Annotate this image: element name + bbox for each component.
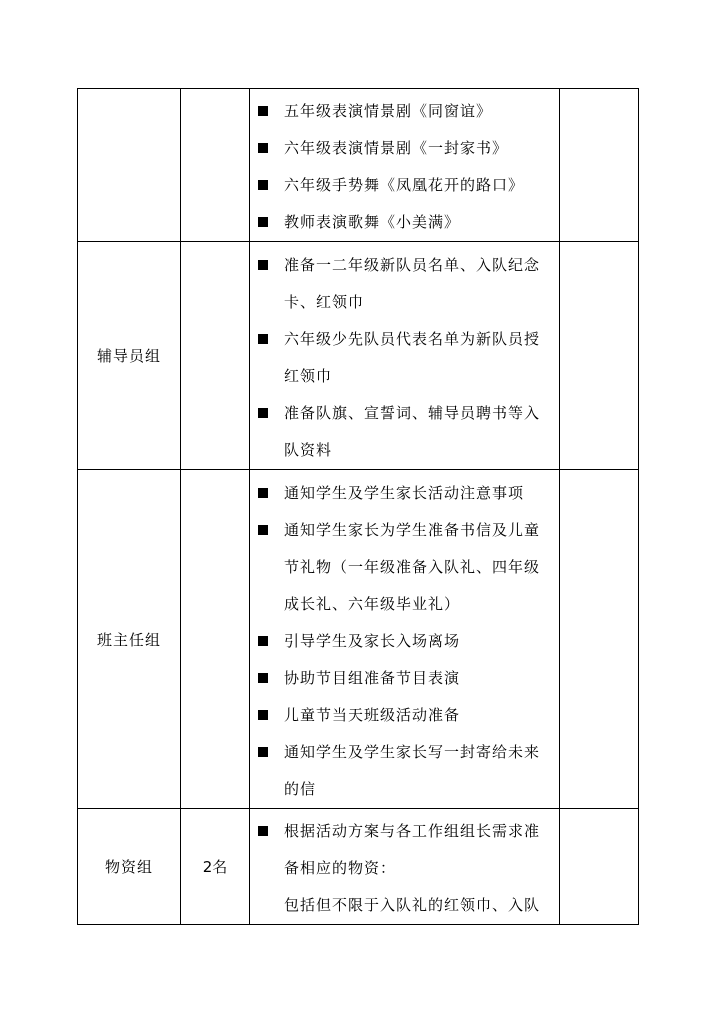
tasks-cell	[250, 242, 560, 470]
list-item	[250, 475, 559, 512]
task-text: 通知学生家长为学生准备书信及儿童节礼物（一年级准备入队礼、四年级成长礼、六年级毕业礼）	[284, 520, 541, 613]
square-bullet-icon	[258, 826, 268, 836]
square-bullet-icon	[258, 143, 268, 153]
task-text: 六年级表演情景剧《一封家书》	[284, 139, 509, 157]
list-item	[250, 734, 559, 808]
list-item	[250, 697, 559, 734]
square-bullet-icon	[258, 710, 268, 720]
table-row	[78, 809, 639, 925]
table-row	[78, 89, 639, 242]
tasks-cell	[250, 809, 560, 925]
square-bullet-icon	[258, 106, 268, 116]
list-item	[250, 321, 559, 395]
list-item	[250, 247, 559, 321]
list-item	[250, 623, 559, 660]
square-bullet-icon	[258, 488, 268, 498]
task-text: 五年级表演情景剧《同窗谊》	[284, 102, 493, 120]
tasks-cell	[250, 470, 560, 809]
list-item	[250, 204, 559, 241]
task-text: 通知学生及学生家长写一封寄给未来的信	[284, 742, 541, 798]
task-text: 引导学生及家长入场离场	[284, 631, 461, 650]
list-item	[250, 93, 559, 130]
task-text: 六年级少先队员代表名单为新队员授红领巾	[284, 329, 541, 385]
square-bullet-icon	[258, 408, 268, 418]
task-list	[250, 243, 559, 469]
list-item	[250, 395, 559, 469]
square-bullet-icon	[258, 260, 268, 270]
task-text: 通知学生及学生家长活动注意事项	[284, 483, 525, 502]
group-name-cell	[78, 89, 181, 242]
square-bullet-icon	[258, 217, 268, 227]
square-bullet-icon	[258, 673, 268, 683]
headcount-cell	[181, 89, 250, 242]
task-note: 包括但不限于入队礼的红领巾、入队	[284, 896, 541, 914]
remarks-cell	[560, 809, 639, 925]
tasks-cell	[250, 89, 560, 242]
square-bullet-icon	[258, 747, 268, 757]
task-text: 儿童节当天班级活动准备	[284, 705, 461, 724]
task-text: 六年级手势舞《凤凰花开的路口》	[284, 176, 525, 194]
task-list	[250, 89, 559, 241]
table-row	[78, 470, 639, 809]
task-text: 协助节目组准备节目表演	[284, 668, 461, 687]
headcount-cell	[181, 470, 250, 809]
list-item	[250, 512, 559, 623]
task-list	[250, 809, 559, 887]
remarks-cell	[560, 89, 639, 242]
group-name-cell: 班主任组	[78, 470, 181, 809]
group-name-cell: 辅导员组	[78, 242, 181, 470]
remarks-cell	[560, 470, 639, 809]
task-text: 根据活动方案与各工作组组长需求准备相应的物资：	[284, 822, 541, 877]
table-row	[78, 242, 639, 470]
list-item	[250, 130, 559, 167]
headcount-cell: 2名	[181, 809, 250, 925]
group-name-cell: 物资组	[78, 809, 181, 925]
square-bullet-icon	[258, 525, 268, 535]
list-item	[250, 813, 559, 887]
task-text: 准备一二年级新队员名单、入队纪念卡、红领巾	[284, 255, 541, 311]
work-assignment-table	[77, 88, 639, 925]
remarks-cell	[560, 242, 639, 470]
square-bullet-icon	[258, 334, 268, 344]
list-item	[250, 167, 559, 204]
task-list	[250, 471, 559, 808]
square-bullet-icon	[258, 180, 268, 190]
task-text: 教师表演歌舞《小美满》	[284, 213, 461, 231]
headcount-cell	[181, 242, 250, 470]
list-item	[250, 660, 559, 697]
task-text: 准备队旗、宣誓词、辅导员聘书等入队资料	[284, 403, 541, 459]
square-bullet-icon	[258, 636, 268, 646]
